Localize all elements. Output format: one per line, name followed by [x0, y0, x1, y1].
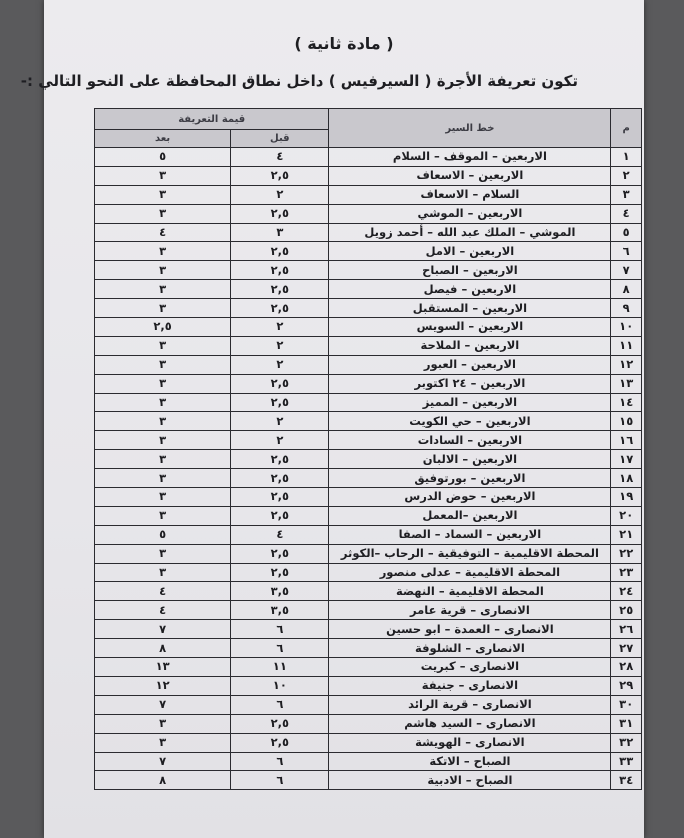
tariff-after-cell: ٧ — [95, 620, 231, 639]
tariff-after-cell: ٧ — [95, 695, 231, 714]
tariff-before-cell: ٢,٥ — [231, 733, 329, 752]
tariff-after-cell: ٣ — [95, 355, 231, 374]
tariff-after-cell: ٣ — [95, 185, 231, 204]
tariff-after-cell: ٣ — [95, 166, 231, 185]
row-number: ٣٠ — [611, 695, 642, 714]
row-number: ٢ — [611, 166, 642, 185]
route-cell: الاربعين – السادات — [329, 431, 611, 450]
row-number: ١٨ — [611, 469, 642, 488]
tariff-before-cell: ٢,٥ — [231, 469, 329, 488]
row-number: ٣٣ — [611, 752, 642, 771]
tariff-before-cell: ٢,٥ — [231, 488, 329, 507]
tariff-after-cell: ٣ — [95, 450, 231, 469]
row-number: ٦ — [611, 242, 642, 261]
tariff-before-cell: ٢ — [231, 355, 329, 374]
table-row — [95, 506, 642, 525]
tariff-before-cell: ٢,٥ — [231, 204, 329, 223]
tariff-after-cell: ٣ — [95, 469, 231, 488]
tariff-before-cell: ٤ — [231, 148, 329, 167]
route-cell: الاربعين – المستقبل — [329, 299, 611, 318]
header-route: خط السير — [329, 109, 611, 148]
row-number: ٢٩ — [611, 676, 642, 695]
tariff-after-cell: ٨ — [95, 771, 231, 790]
route-cell: الاربعين – الموقف – السلام — [329, 148, 611, 167]
table-row — [95, 695, 642, 714]
route-cell: الانصارى – قرية الرائد — [329, 695, 611, 714]
tariff-before-cell: ٢,٥ — [231, 299, 329, 318]
row-number: ١١ — [611, 336, 642, 355]
table-row — [95, 771, 642, 790]
route-cell: الانصارى – الهويشة — [329, 733, 611, 752]
row-number: ٢٢ — [611, 544, 642, 563]
table-row — [95, 488, 642, 507]
table-row — [95, 676, 642, 695]
table-row — [95, 393, 642, 412]
tariff-before-cell: ٣ — [231, 223, 329, 242]
row-number: ٣ — [611, 185, 642, 204]
route-cell: الموشي – الملك عبد الله – أحمد زويل — [329, 223, 611, 242]
route-cell: الاربعين – حي الكويت — [329, 412, 611, 431]
route-cell: الاربعين – ٢٤ اكتوبر — [329, 374, 611, 393]
header-after: بعد — [95, 130, 231, 148]
table-row — [95, 299, 642, 318]
tariff-after-cell: ٥ — [95, 148, 231, 167]
table-row — [95, 733, 642, 752]
route-cell: الانصارى – قرية عامر — [329, 601, 611, 620]
row-number: ١ — [611, 148, 642, 167]
row-number: ٩ — [611, 299, 642, 318]
row-number: ٢٠ — [611, 506, 642, 525]
table-row — [95, 223, 642, 242]
row-number: ٢١ — [611, 525, 642, 544]
tariff-before-cell: ٢,٥ — [231, 393, 329, 412]
tariff-after-cell: ٣ — [95, 374, 231, 393]
row-number: ١٠ — [611, 318, 642, 337]
header-before: قبل — [231, 130, 329, 148]
tariff-after-cell: ٣ — [95, 204, 231, 223]
tariff-after-cell: ٣ — [95, 431, 231, 450]
route-cell: الاربعين – العبور — [329, 355, 611, 374]
tariff-before-cell: ٤ — [231, 525, 329, 544]
row-number: ١٧ — [611, 450, 642, 469]
tariff-before-cell: ٢,٥ — [231, 280, 329, 299]
table-row — [95, 185, 642, 204]
row-number: ٧ — [611, 261, 642, 280]
tariff-before-cell: ٢,٥ — [231, 714, 329, 733]
tariff-after-cell: ٤ — [95, 582, 231, 601]
route-cell: الاربعين – بورتوفيق — [329, 469, 611, 488]
tariff-before-cell: ٢,٥ — [231, 374, 329, 393]
intro-text: تكون تعريفة الأجرة ( السيرفيس ) داخل نطاق المحافظة على النحو التالي :- — [20, 72, 578, 90]
table-row — [95, 601, 642, 620]
tariff-before-cell: ٦ — [231, 620, 329, 639]
route-cell: الاربعين –المعمل — [329, 506, 611, 525]
table-row — [95, 318, 642, 337]
tariff-after-cell: ٣ — [95, 506, 231, 525]
route-cell: السلام – الاسعاف — [329, 185, 611, 204]
tariff-after-cell: ٢,٥ — [95, 318, 231, 337]
document-page — [20, 0, 644, 838]
route-cell: المحطة الاقليمية – النهضة — [329, 582, 611, 601]
table-row — [95, 639, 642, 658]
row-number: ٥ — [611, 223, 642, 242]
route-cell: الاربعين – السويس — [329, 318, 611, 337]
tariff-after-cell: ٥ — [95, 525, 231, 544]
route-cell: الاربعين – المميز — [329, 393, 611, 412]
row-number: ٣٤ — [611, 771, 642, 790]
tariff-after-cell: ١٣ — [95, 658, 231, 677]
route-cell: الاربعين – الالبان — [329, 450, 611, 469]
tariff-before-cell: ٢,٥ — [231, 242, 329, 261]
route-cell: الاربعين – السماد – الصفا — [329, 525, 611, 544]
table-row — [95, 658, 642, 677]
table-row — [95, 261, 642, 280]
header-num: م — [611, 109, 642, 148]
row-number: ٢٥ — [611, 601, 642, 620]
tariff-after-cell: ٧ — [95, 752, 231, 771]
tariff-table — [94, 108, 642, 790]
tariff-after-cell: ٤ — [95, 601, 231, 620]
tariff-before-cell: ٦ — [231, 771, 329, 790]
tariff-before-cell: ٢,٥ — [231, 261, 329, 280]
route-cell: المحطة الاقليمية – التوفيقية – الرحاب –الكوثر — [329, 544, 611, 563]
route-cell: الانصارى – جنيفة — [329, 676, 611, 695]
tariff-after-cell: ٤ — [95, 223, 231, 242]
tariff-after-cell: ٣ — [95, 336, 231, 355]
tariff-before-cell: ٢,٥ — [231, 544, 329, 563]
table-row — [95, 148, 642, 167]
route-cell: الانصارى – العمدة – ابو حسين — [329, 620, 611, 639]
tariff-before-cell: ٢,٥ — [231, 166, 329, 185]
route-cell: الانصارى – الشلوفة — [329, 639, 611, 658]
row-number: ٤ — [611, 204, 642, 223]
route-cell: الصباح – الاتكة — [329, 752, 611, 771]
row-number: ١٢ — [611, 355, 642, 374]
table-row — [95, 280, 642, 299]
tariff-before-cell: ١١ — [231, 658, 329, 677]
header-tariff: قيمة التعريفة — [95, 109, 329, 130]
tariff-before-cell: ٣,٥ — [231, 601, 329, 620]
row-number: ٢٨ — [611, 658, 642, 677]
table-row — [95, 355, 642, 374]
table-row — [95, 582, 642, 601]
row-number: ٨ — [611, 280, 642, 299]
route-cell: الاربعين – حوض الدرس — [329, 488, 611, 507]
tariff-before-cell: ٦ — [231, 639, 329, 658]
article-heading: ( مادة ثانية ) — [294, 34, 394, 53]
tariff-before-cell: ٢ — [231, 318, 329, 337]
table-row — [95, 450, 642, 469]
row-number: ٢٣ — [611, 563, 642, 582]
table-row — [95, 431, 642, 450]
tariff-after-cell: ٣ — [95, 299, 231, 318]
tariff-after-cell: ٣ — [95, 261, 231, 280]
tariff-after-cell: ١٢ — [95, 676, 231, 695]
tariff-before-cell: ٢ — [231, 431, 329, 450]
tariff-before-cell: ٦ — [231, 752, 329, 771]
table-row — [95, 714, 642, 733]
table-row — [95, 412, 642, 431]
table-row — [95, 204, 642, 223]
tariff-before-cell: ٢,٥ — [231, 563, 329, 582]
tariff-after-cell: ٣ — [95, 242, 231, 261]
tariff-after-cell: ٣ — [95, 544, 231, 563]
tariff-before-cell: ٢ — [231, 412, 329, 431]
row-number: ١٥ — [611, 412, 642, 431]
row-number: ١٤ — [611, 393, 642, 412]
table-row — [95, 620, 642, 639]
row-number: ٢٦ — [611, 620, 642, 639]
table-row — [95, 166, 642, 185]
tariff-before-cell: ٦ — [231, 695, 329, 714]
tariff-before-cell: ٣,٥ — [231, 582, 329, 601]
route-cell: الاربعين – الصباح — [329, 261, 611, 280]
route-cell: الاربعين – الملاحة — [329, 336, 611, 355]
tariff-after-cell: ٣ — [95, 488, 231, 507]
route-cell: الاربعين – الامل — [329, 242, 611, 261]
row-number: ٣١ — [611, 714, 642, 733]
tariff-after-cell: ٣ — [95, 733, 231, 752]
tariff-after-cell: ٣ — [95, 714, 231, 733]
tariff-before-cell: ٢,٥ — [231, 506, 329, 525]
tariff-before-cell: ١٠ — [231, 676, 329, 695]
table-row — [95, 544, 642, 563]
tariff-after-cell: ٣ — [95, 393, 231, 412]
table-row — [95, 242, 642, 261]
route-cell: الاربعين – فيصل — [329, 280, 611, 299]
row-number: ١٣ — [611, 374, 642, 393]
tariff-before-cell: ٢ — [231, 185, 329, 204]
row-number: ١٩ — [611, 488, 642, 507]
tariff-before-cell: ٢,٥ — [231, 450, 329, 469]
row-number: ٣٢ — [611, 733, 642, 752]
row-number: ١٦ — [611, 431, 642, 450]
tariff-after-cell: ٣ — [95, 412, 231, 431]
table-row — [95, 525, 642, 544]
route-cell: الاربعين – الموشي — [329, 204, 611, 223]
table-row — [95, 469, 642, 488]
table-row — [95, 752, 642, 771]
tariff-after-cell: ٨ — [95, 639, 231, 658]
tariff-after-cell: ٣ — [95, 280, 231, 299]
table-row — [95, 336, 642, 355]
route-cell: الانصارى – السيد هاشم — [329, 714, 611, 733]
route-cell: الصباح – الادبية — [329, 771, 611, 790]
route-cell: الانصارى – كبريت — [329, 658, 611, 677]
route-cell: المحطة الاقليمية – عدلى منصور — [329, 563, 611, 582]
table-row — [95, 563, 642, 582]
table-row — [95, 374, 642, 393]
route-cell: الاربعين – الاسعاف — [329, 166, 611, 185]
row-number: ٢٤ — [611, 582, 642, 601]
tariff-after-cell: ٣ — [95, 563, 231, 582]
row-number: ٢٧ — [611, 639, 642, 658]
tariff-before-cell: ٢ — [231, 336, 329, 355]
